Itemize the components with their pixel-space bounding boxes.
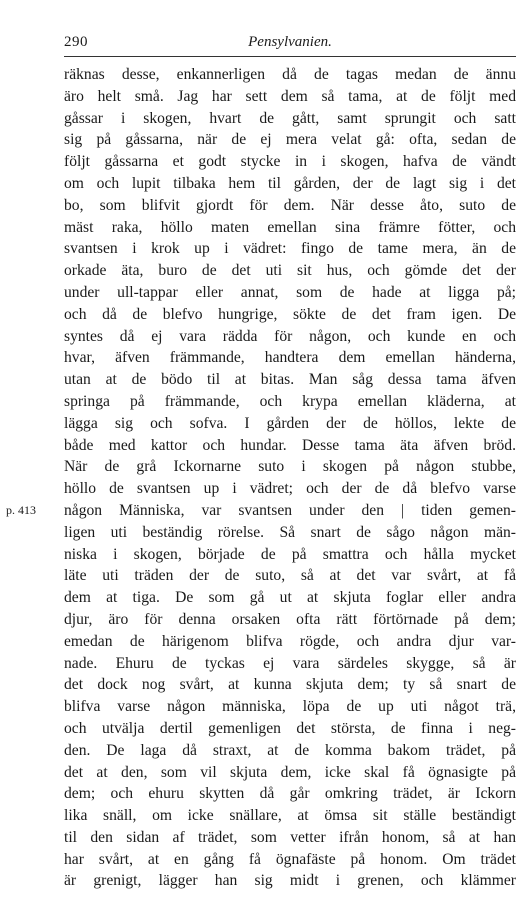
text-line: bo, som blifvit gjordt för dem. När desse åto, suto de [64, 196, 516, 214]
text-line: syntes då ej vara rädda för någon, och kunde en och [64, 327, 516, 345]
text-line: hvar, äfven främmande, handtera dem emellan händerna, [64, 349, 516, 367]
text-line: gåssar i skogen, hvart de gått, samt sprungit och satt [64, 109, 516, 127]
text-line: är grenigt, lägger han sig midt i grenen, och klämmer [64, 872, 516, 890]
text-line: mäst raka, höllo maten emellan sina främre fötter, och [64, 218, 516, 236]
running-title: Pensylvanien. [248, 34, 332, 50]
text-line: emedan de härigenom blifva rögde, och andra djur var- [64, 632, 516, 650]
text-line: läte uti träden der de suto, så at det var svårt, at få [64, 567, 516, 585]
body-text [64, 64, 516, 892]
text-line: höllo de svantsen up i vädret; och der de då blefvo varse [64, 480, 516, 498]
text-line: lägga sig och sofva. I gården der de höllos, lekte de [64, 414, 516, 432]
text-line: har svårt, at en gång få ögnafäste på honom. Om trädet [64, 850, 516, 868]
text-line: under ull-tappar eller annat, som de hade at ligga på; [64, 283, 516, 301]
text-line: nade. Ehuru de tyckas ej vara särdeles skygge, så är [64, 654, 516, 672]
text-line: det at den, som vil skjuta dem, icke skal få ögnasigte på [64, 763, 516, 781]
text-line: niska i skogen, började de på smattra och hålla mycket [64, 545, 516, 563]
text-line: den. De laga då straxt, at de komma bakom trädet, på [64, 741, 516, 759]
text-line: äro helt små. Jag har sett dem så tama, at de följt med [64, 87, 516, 105]
text-line: dem at tiga. De som gå ut at skjuta foglar eller andra [64, 589, 516, 607]
text-line: det dock nog svårt, at kunna skjuta dem; ty så snart de [64, 676, 516, 694]
text-line: svantsen i krok up i vädret: fingo de tame mera, än de [64, 240, 516, 258]
text-line: ligen uti beständig rörelse. Så snart de sågo någon män- [64, 523, 516, 541]
margin-note: p. 413 [6, 503, 36, 517]
text-line: om och lupit tilbaka hem til gården, der de lagt sig i det [64, 174, 516, 192]
page-number: 290 [64, 34, 88, 50]
text-line: någon Människa, var svantsen under den | tiden gemen- [64, 501, 516, 519]
text-line: och då de blefvo hungrige, sökte de det fram igen. De [64, 305, 516, 323]
text-line: både med kattor och hundar. Desse tama äta äfven bröd. [64, 436, 516, 454]
text-line: orkade äta, buro de det uti sit hus, och gömde det der [64, 262, 516, 280]
text-line: följt gåssarna et godt stycke in i skogen, hafva de vändt [64, 153, 516, 171]
text-line: sig på gåssarna, när de ej mera velat gå: ofta, sedan de [64, 131, 516, 149]
text-line: och utvälja dertil gemenligen det största, de finna i neg- [64, 719, 516, 737]
text-line: När de grå Ickornarne suto i skogen på någon stubbe, [64, 458, 516, 476]
page-header [64, 34, 516, 57]
text-line: blifva varse någon människa, löpa de up uti något trä, [64, 698, 516, 716]
text-line: djur, äro för denna orsaken ofta rätt förtörnade på dem; [64, 610, 516, 628]
text-line: utan at de bödo til at bitas. Man såg dessa tama äfven [64, 371, 516, 389]
text-line: springa på främmande, och krypa emellan kläderna, at [64, 392, 516, 410]
text-line: dem; och ehuru skytten då går omkring trädet, är Ickorn [64, 785, 516, 803]
text-line: lika snäll, om icke snällare, at ömsa sit ställe beständigt [64, 807, 516, 825]
text-line: räknas desse, enkannerligen då de tagas medan de ännu [64, 66, 516, 83]
text-line: til den sidan af trädet, som vetter ifrån honom, så at han [64, 828, 516, 846]
